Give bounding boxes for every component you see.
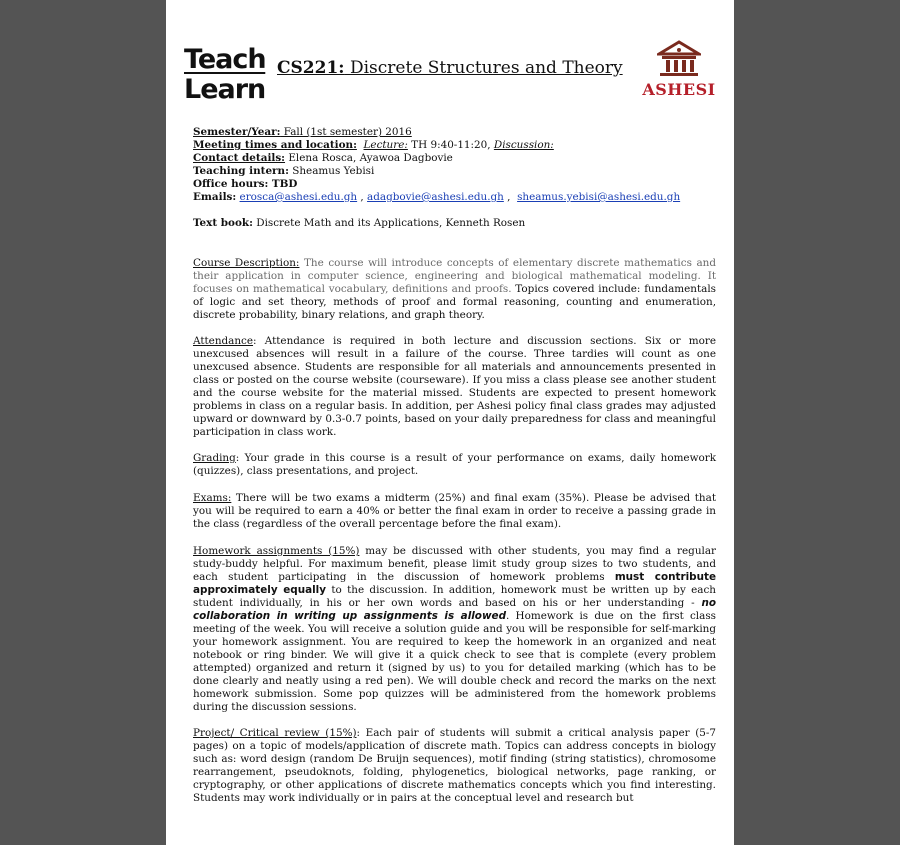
course-title: CS221: Discrete Structures and Theory [277, 58, 623, 78]
email-link-dagbovie[interactable]: adagbovie@ashesi.edu.gh [367, 191, 504, 203]
semester-line: Semester/Year: Fall (1st semester) 2016 [193, 126, 412, 138]
intern-line: Teaching intern: Sheamus Yebisi [193, 165, 375, 177]
homework-paragraph: Homework assignments (15%) may be discussed with other students, you may find a regular study-buddy helpful. For maximum benefit, please limit study group sizes to two students, and each student participating in the discussion of homework problems must contribute approximately equally to the discussion. In addition, homework must be written up by each student individually, in his or her own words and based on his or her understanding - no collaboration in writing up assignments is allowed. Homework is due on the first class meeting of the week. You will receive a solution guide and you will be responsible for self-marking your homework assignment. You are required to keep the homework in an organized and neat notebook or ring binder. We will give it a quick check to see that is complete (every problem attempted) organized and return it (signed by us) to you for detailed marking (which has to be done clearly and neatly using a red pen). We will double check and record the marks on the next homework submission. Some pop quizzes will be administered from the homework problems during the discussion sessions. [193, 545, 716, 713]
grading-paragraph: Grading: Your grade in this course is a result of your performance on exams, daily homework (quizzes), class presentations, and project. [193, 452, 716, 477]
logo-learn-text: Learn [184, 74, 266, 105]
ashesi-logo [638, 40, 720, 100]
attendance-paragraph: Attendance: Attendance is required in both lecture and discussion sections. Six or more unexcused absences will result in a failure of the course. Three tardies will count as one unexcused absence. Students are responsible for all materials and announcements presented in class or posted on the course website (courseware). If you miss a class please see another student and the course website for the material missed. Students are expected to present homework problems in class on a regular basis. In addition, per Ashesi policy final class grades may adjusted upward or downward by 0.3-0.7 points, based on your daily preparedness for class and meaningful participation in class work. [193, 335, 716, 438]
email-link-yebisi[interactable]: sheamus.yebisi@ashesi.edu.gh [517, 191, 681, 203]
building-icon [657, 40, 701, 78]
contact-line: Contact details: Elena Rosca, Ayawoa Dagbovie [193, 152, 453, 164]
exams-paragraph: Exams: There will be two exams a midterm (25%) and final exam (35%). Please be advised that you will be required to earn a 40% or better the final exam in order to receive a passing grade in the class (regardless of the overall percentage before the final exam). [193, 492, 716, 530]
course-description-paragraph: Course Description: The course will introduce concepts of elementary discrete mathematics and their application in computer science, engineering and biological mathematical modeling. It focuses on mathematical vocabulary, definitions and proofs. Topics covered include: fundamentals of logic and set theory, methods of proof and formal reasoning, counting and enumeration, discrete probability, binary relations, and graph theory. [193, 257, 717, 321]
office-hours-line: Office hours: TBD [193, 178, 298, 190]
textbook-line: Text book: Discrete Math and its Applications, Kenneth Rosen [193, 217, 526, 229]
meeting-line: Meeting times and location: Lecture: TH 9:40-11:20, Discussion: [193, 139, 554, 151]
email-link-rosca[interactable]: erosca@ashesi.edu.gh [239, 191, 358, 203]
project-paragraph: Project/ Critical review (15%): Each pair of students will submit a critical analysis paper (5-7 pages) on a topic of models/application of discrete math. Topics can address concepts in biology such as: word design (random De Bruijn sequences), motif finding (string statistics), chromosome rearrangement, pseudoknots, folding, phylogenetics, biological networks, page ranking, or cryptography, or other applications of discrete mathematics concepts which you find interesting. Students may work individually or in pairs at the conceptual level and research but [193, 727, 717, 804]
ashesi-wordmark: ASHESI [642, 80, 716, 99]
logo-teach-text: Teach [184, 44, 266, 75]
teach-learn-logo [184, 44, 266, 105]
emails-line: Emails: erosca@ashesi.edu.gh , adagbovie@ashesi.edu.gh , sheamus.yebisi@ashesi.edu.gh [193, 191, 681, 203]
